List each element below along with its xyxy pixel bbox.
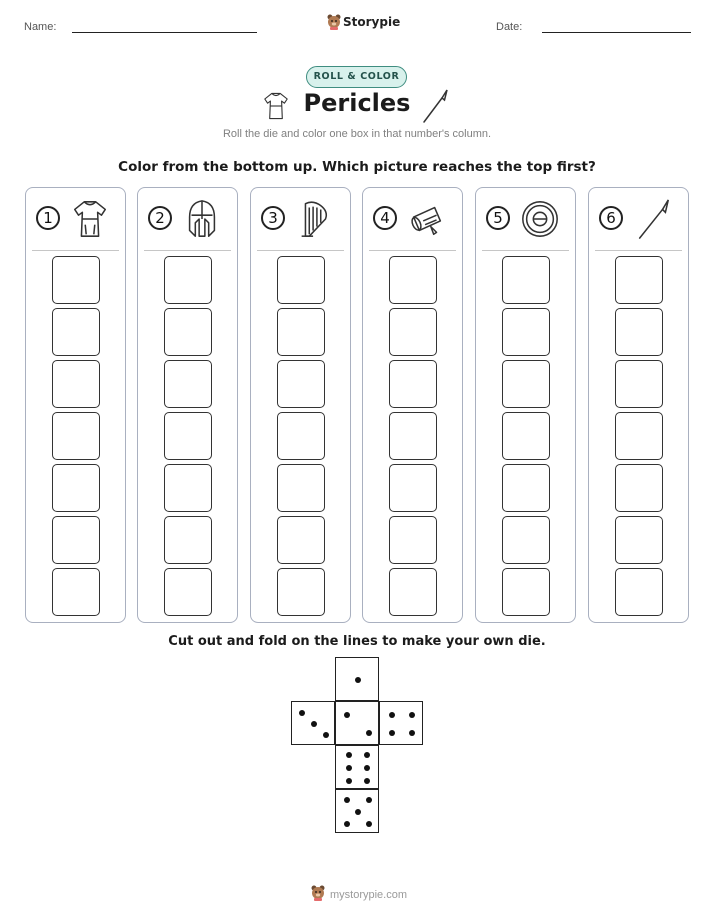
color-box[interactable] <box>277 256 325 304</box>
color-box[interactable] <box>615 516 663 564</box>
die-pip <box>346 752 352 758</box>
color-box[interactable] <box>389 516 437 564</box>
color-box[interactable] <box>502 568 550 616</box>
lyre-icon <box>295 198 335 240</box>
die-face-3 <box>291 701 335 745</box>
color-box[interactable] <box>615 256 663 304</box>
column-divider <box>32 250 119 251</box>
color-box[interactable] <box>164 516 212 564</box>
color-box[interactable] <box>277 412 325 460</box>
color-box[interactable] <box>52 308 100 356</box>
die-pip <box>323 732 329 738</box>
roll-color-badge: ROLL & COLOR <box>306 66 407 88</box>
color-box[interactable] <box>277 516 325 564</box>
die-pip <box>409 712 415 718</box>
storypie-logo-icon <box>326 13 342 31</box>
die-pip <box>344 797 350 803</box>
page-title: Pericles <box>303 89 411 117</box>
die-pip <box>346 765 352 771</box>
column-number: 4 <box>373 206 397 230</box>
column-divider <box>369 250 456 251</box>
column-divider <box>595 250 682 251</box>
color-box[interactable] <box>389 256 437 304</box>
brand-name: Storypie <box>343 15 401 29</box>
die-pip <box>355 809 361 815</box>
color-box[interactable] <box>277 360 325 408</box>
column-number: 2 <box>148 206 172 230</box>
die-pip <box>389 730 395 736</box>
column-divider <box>482 250 569 251</box>
die-pip <box>364 778 370 784</box>
tunic-icon <box>70 198 110 240</box>
color-box[interactable] <box>277 308 325 356</box>
die-face-2 <box>335 701 379 745</box>
die-pip <box>344 712 350 718</box>
spear-icon <box>420 88 450 124</box>
color-box[interactable] <box>389 568 437 616</box>
color-box[interactable] <box>502 256 550 304</box>
color-box[interactable] <box>615 568 663 616</box>
color-box[interactable] <box>52 516 100 564</box>
color-box[interactable] <box>389 308 437 356</box>
die-face-6 <box>335 745 379 789</box>
color-box[interactable] <box>389 412 437 460</box>
color-box[interactable] <box>615 464 663 512</box>
tunic-icon <box>262 90 290 122</box>
color-box[interactable] <box>52 256 100 304</box>
column-5 <box>475 187 576 623</box>
name-label: Name: <box>24 21 57 33</box>
color-box[interactable] <box>164 256 212 304</box>
die-pip <box>409 730 415 736</box>
helmet-icon <box>182 198 222 240</box>
scroll-icon <box>407 198 447 240</box>
column-divider <box>257 250 344 251</box>
color-box[interactable] <box>52 412 100 460</box>
color-box[interactable] <box>164 568 212 616</box>
die-instruction: Cut out and fold on the lines to make your own die. <box>168 634 546 649</box>
color-box[interactable] <box>502 464 550 512</box>
color-box[interactable] <box>502 516 550 564</box>
die-pip <box>364 752 370 758</box>
instruction-heading: Color from the bottom up. Which picture reaches the top first? <box>118 159 596 175</box>
color-box[interactable] <box>52 464 100 512</box>
die-pip <box>299 710 305 716</box>
color-box[interactable] <box>502 360 550 408</box>
name-line[interactable] <box>72 32 257 33</box>
color-box[interactable] <box>615 360 663 408</box>
subtitle: Roll the die and color one box in that number's column. <box>222 128 492 140</box>
color-box[interactable] <box>52 360 100 408</box>
color-box[interactable] <box>164 412 212 460</box>
footer-url: mystorypie.com <box>330 889 408 901</box>
color-box[interactable] <box>615 412 663 460</box>
column-number: 3 <box>261 206 285 230</box>
color-box[interactable] <box>164 464 212 512</box>
color-box[interactable] <box>389 360 437 408</box>
color-box[interactable] <box>615 308 663 356</box>
die-pip <box>311 721 317 727</box>
column-number: 5 <box>486 206 510 230</box>
color-box[interactable] <box>164 308 212 356</box>
color-box[interactable] <box>277 568 325 616</box>
column-number: 6 <box>599 206 623 230</box>
date-line[interactable] <box>542 32 691 33</box>
date-label: Date: <box>496 21 523 33</box>
die-pip <box>366 821 372 827</box>
die-pip <box>366 730 372 736</box>
color-box[interactable] <box>277 464 325 512</box>
color-box[interactable] <box>389 464 437 512</box>
column-4 <box>362 187 463 623</box>
die-pip <box>389 712 395 718</box>
die-pip <box>366 797 372 803</box>
die-pip <box>355 677 361 683</box>
die-pip <box>364 765 370 771</box>
color-box[interactable] <box>502 412 550 460</box>
footer-logo-icon <box>310 884 326 902</box>
die-face-4 <box>379 701 423 745</box>
die-face-1 <box>335 657 379 701</box>
spear-icon <box>633 198 673 240</box>
color-box[interactable] <box>52 568 100 616</box>
column-1 <box>25 187 126 623</box>
column-divider <box>144 250 231 251</box>
column-2 <box>137 187 238 623</box>
column-6 <box>588 187 689 623</box>
die-pip <box>344 821 350 827</box>
color-box[interactable] <box>502 308 550 356</box>
column-number: 1 <box>36 206 60 230</box>
color-box[interactable] <box>164 360 212 408</box>
die-face-5 <box>335 789 379 833</box>
shield-icon <box>520 198 560 240</box>
die-pip <box>346 778 352 784</box>
column-3 <box>250 187 351 623</box>
